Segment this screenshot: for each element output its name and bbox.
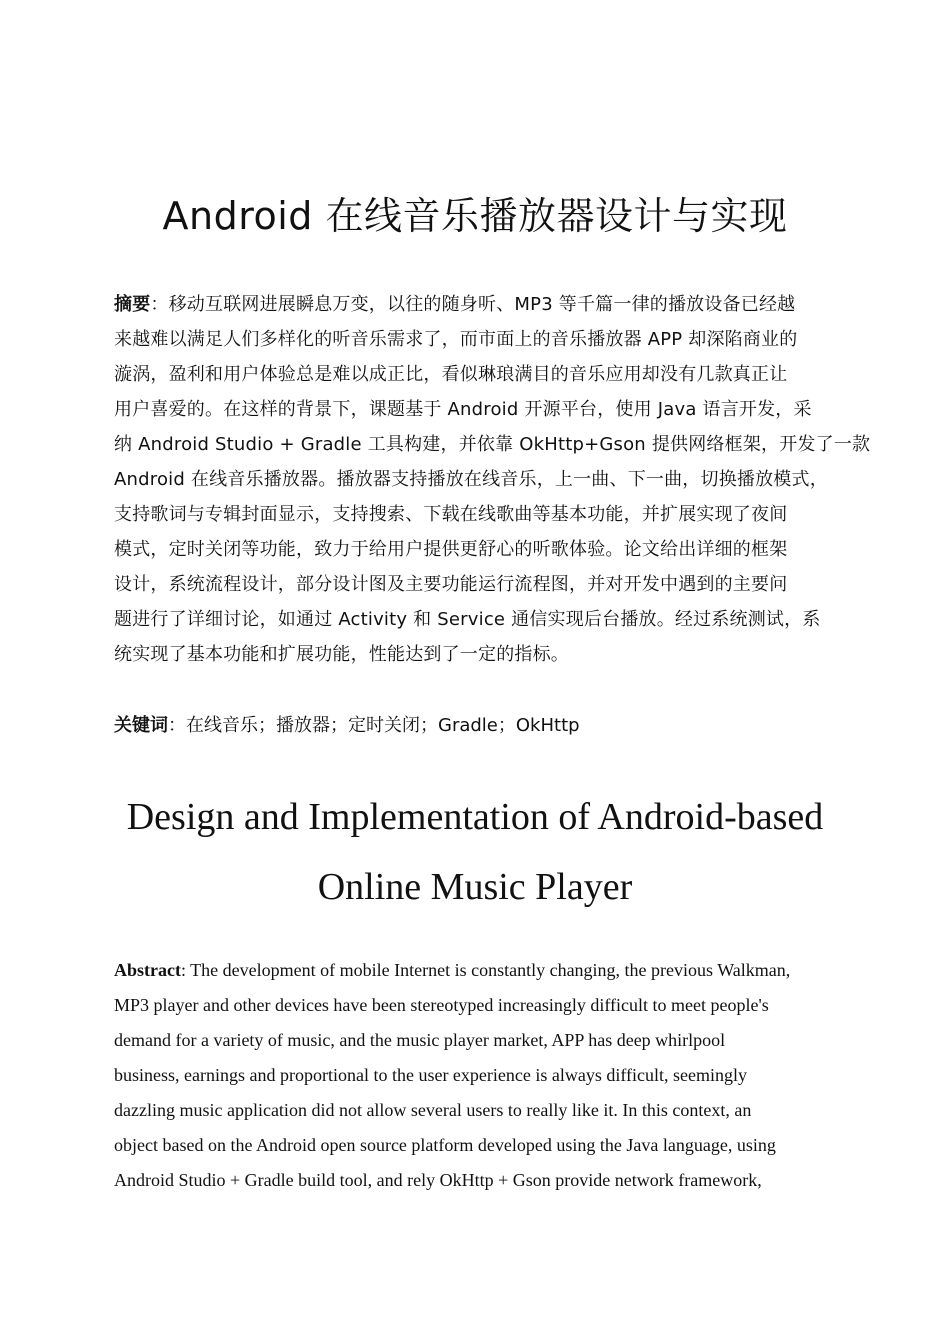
english-abstract-line-2: MP3 player and other devices have been stereotyped increasingly difficult to meet people's	[114, 995, 769, 1015]
english-abstract-line-7: Android Studio + Gradle build tool, and rely OkHttp + Gson provide network framework,	[114, 1170, 762, 1190]
chinese-keywords-text: 在线音乐；播放器；定时关闭；Gradle；OkHttp	[186, 715, 580, 736]
chinese-abstract	[114, 287, 871, 672]
chinese-abstract-line-10: 题进行了详细讨论，如通过 Activity 和 Service 通信实现后台播放。经过系统测试，系	[114, 609, 821, 630]
chinese-title: Android 在线音乐播放器设计与实现	[162, 194, 788, 238]
english-abstract-line-4: business, earnings and proportional to the user experience is always difficult, seemingly	[114, 1065, 748, 1085]
chinese-abstract-label: 摘要	[114, 294, 151, 315]
english-abstract-line-5: dazzling music application did not allow several users to really like it. In this context, an	[114, 1100, 752, 1120]
chinese-abstract-line-6: Android 在线音乐播放器。播放器支持播放在线音乐，上一曲、下一曲，切换播放模式，	[114, 469, 828, 490]
chinese-keywords-label: 关键词	[114, 715, 168, 736]
chinese-abstract-line-4: 用户喜爱的。在这样的背景下，课题基于 Android 开源平台，使用 Java 语言开发，采	[114, 399, 812, 420]
chinese-abstract-line-8: 模式，定时关闭等功能，致力于给用户提供更舒心的听歌体验。论文给出详细的框架	[114, 539, 788, 560]
chinese-abstract-line-9: 设计，系统流程设计，部分设计图及主要功能运行流程图，并对开发中遇到的主要问	[114, 574, 788, 595]
english-abstract-line-6: object based on the Android open source platform developed using the Java language, using	[114, 1135, 776, 1155]
chinese-keywords-line	[114, 708, 844, 743]
chinese-abstract-label-separator: ：	[150, 294, 169, 315]
chinese-abstract-line-11: 统实现了基本功能和扩展功能，性能达到了一定的指标。	[114, 644, 569, 665]
english-title	[0, 782, 950, 922]
english-abstract-text: The development of mobile Internet is constantly changing, the previous Walkman,	[190, 960, 791, 980]
english-title-line-2: Online Music Player	[317, 866, 633, 908]
english-abstract-line-1	[114, 953, 844, 988]
english-abstract-label-separator: :	[180, 960, 191, 980]
english-abstract-line-3: demand for a variety of music, and the music player market, APP has deep whirlpool	[114, 1030, 726, 1050]
english-abstract-label: Abstract	[114, 960, 181, 980]
chinese-abstract-line-1	[114, 287, 844, 322]
english-title-line-1: Design and Implementation of Android-based	[126, 796, 824, 838]
chinese-keywords-separator: ：	[168, 715, 186, 736]
chinese-abstract-line-7: 支持歌词与专辑封面显示，支持搜索、下载在线歌曲等基本功能，并扩展实现了夜间	[114, 504, 788, 525]
chinese-abstract-line-5: 纳 Android Studio + Gradle 工具构建，并依靠 OkHttp+Gson 提供网络框架，开发了一款	[114, 434, 871, 455]
english-abstract	[114, 953, 844, 1198]
chinese-keywords	[114, 708, 844, 743]
chinese-abstract-text: 移动互联网进展瞬息万变，以往的随身听、MP3 等千篇一律的播放设备已经越	[168, 294, 796, 315]
chinese-abstract-line-3: 漩涡，盈利和用户体验总是难以成正比，看似琳琅满目的音乐应用却没有几款真正让	[114, 364, 788, 385]
chinese-abstract-line-2: 来越难以满足人们多样化的听音乐需求了，而市面上的音乐播放器 APP 却深陷商业的	[114, 329, 798, 350]
